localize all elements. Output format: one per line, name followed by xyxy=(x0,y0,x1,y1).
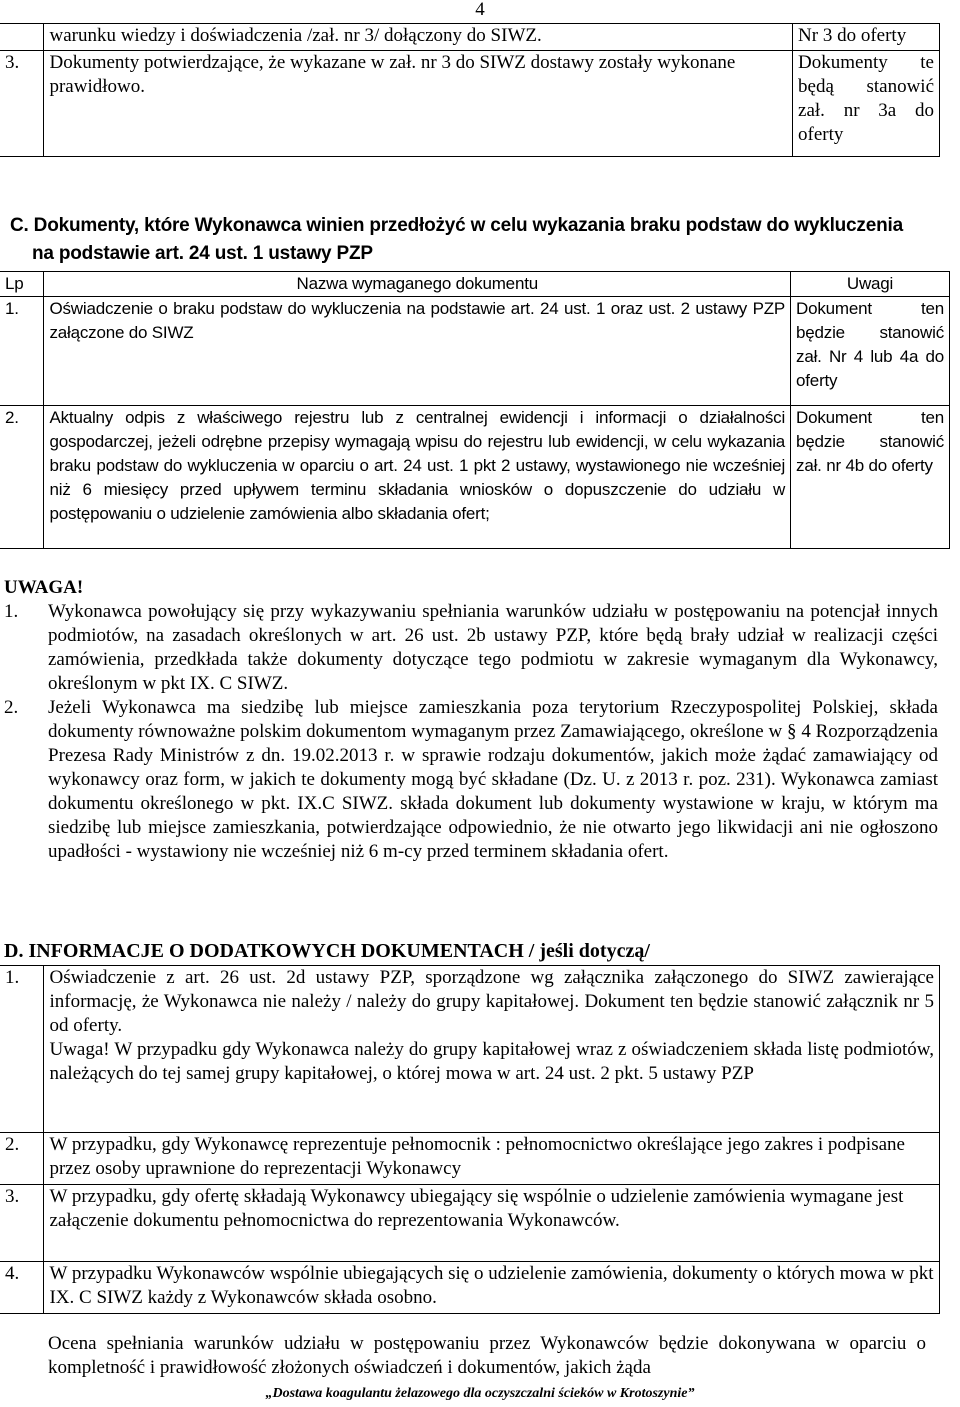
section-c-heading-text: C. Dokumenty, które Wykonawca winien przedłożyć w celu wykazania braku podstaw do wykluczenia na podstawie art. 24 ust. 1 ustawy PZP xyxy=(10,215,903,264)
table-row xyxy=(0,966,940,1133)
uwaga-heading: UWAGA! xyxy=(4,577,84,598)
table-row xyxy=(0,297,950,406)
table-row xyxy=(0,1133,940,1185)
list-number: 1. xyxy=(4,601,19,622)
cell-lp: 1. xyxy=(0,297,44,406)
cell-lp xyxy=(0,24,44,51)
list-item xyxy=(4,696,938,864)
cell-lp: 4. xyxy=(0,1262,44,1314)
list-text: Jeżeli Wykonawca ma siedzibę lub miejsce zamieszkania poza terytorium Rzeczypospolitej Polskiej, składa dokumenty równoważne polskim dokumentom wymaganym przez Zamawiającego, określone w § 4 Rozporządzenia Prezesa Rady Ministrów z dn. 19.02.2013 r. w sprawie rodzaju dokumentów, jakich może żądać zamawiający od wykonawcy oraz form, w jakich te dokumenty mogą być składane (Dz. U. z 2013 r. poz. 231). Wykonawca zamiast dokumentu określonego w pkt. IX.C SIWZ. składa dokument lub dokumenty wystawione w kraju, w którym ma siedzibę lub miejsce zamieszkania, potwierdzające odpowiednio, że nie otwarto jego likwidacji ani nie ogłoszono upadłości - wystawiony nie wcześniej niż 6 m-cy przed terminem składania ofert. xyxy=(48,697,938,862)
table-row xyxy=(0,24,940,51)
list-text: Wykonawca powołujący się przy wykazywaniu spełniania warunków udziału w postępowaniu na potencjał innych podmiotów, na zasadach określonych w art. 26 ust. 2b ustawy PZP, które będą brały udział w realizacji części zamówienia, przedkłada także dokumenty dotyczące tego podmiotu w zakresie wymaganym dla Wykonawcy, określonym w pkt IX. C SIWZ. xyxy=(48,601,938,694)
table-row xyxy=(0,1185,940,1262)
header-lp: Lp xyxy=(0,272,44,297)
table-section-d xyxy=(0,965,940,1314)
cell-note: Nr 3 do oferty xyxy=(793,24,940,51)
header-name: Nazwa wymaganego dokumentu xyxy=(44,272,791,297)
table-row xyxy=(0,1262,940,1314)
closing-paragraph: Ocena spełniania warunków udziału w postępowaniu przez Wykonawców będzie dokonywana w oparciu o kompletność i prawidłowość złożonych oświadczeń i dokumentów, jakich żąda xyxy=(48,1333,926,1378)
list-number: 2. xyxy=(4,697,19,718)
cell-text-main: Oświadczenie z art. 26 ust. 2d ustawy PZP, sporządzone wg załącznika załączonego do SIWZ zawierające informację, że Wykonawca nie należy / należy do grupy kapitałowej. Dokument ten będzie stanowić załącznik nr 5 od oferty. xyxy=(49,967,934,1036)
cell-text-note: Uwaga! W przypadku gdy Wykonawca należy do grupy kapitałowej wraz z oświadczeniem składa listę podmiotów, należących do tej samej grupy kapitałowej, o której mowa w art. 24 ust. 2 pkt. 5 ustawy PZP xyxy=(49,1039,934,1084)
cell-text: Aktualny odpis z właściwego rejestru lub z centralnej ewidencji i informacji o działalności gospodarczej, jeżeli odrębne przepisy wymagają wpisu do rejestru lub ewidencji, w celu wykazania braku podstaw do wykluczenia w oparciu o art. 24 ust. 1 pkt 2 ustawy, wystawionego nie wcześniej niż 6 miesięcy przed upływem terminu składania wniosków o dopuszczenie do udziału w postępowaniu o udzielenie zamówienia albo składania ofert; xyxy=(44,406,791,549)
cell-note: Dokumenty te będą stanowić zał. nr 3a do oferty xyxy=(793,51,940,157)
cell-lp: 3. xyxy=(0,1185,44,1262)
section-c-heading xyxy=(10,212,922,268)
cell-text xyxy=(44,966,940,1133)
list-item xyxy=(4,600,938,696)
header-remarks: Uwagi xyxy=(791,272,950,297)
page-footer: „Dostawa koagulantu żelazowego dla oczyszczalni ścieków w Krotoszynie” xyxy=(265,1386,695,1401)
table-row xyxy=(0,51,940,157)
cell-lp: 2. xyxy=(0,406,44,549)
cell-lp: 1. xyxy=(0,966,44,1133)
cell-text: W przypadku, gdy Wykonawcę reprezentuje pełnomocnik : pełnomocnictwo określające jego zakres i podpisane przez osoby uprawnione do reprezentacji Wykonawcy xyxy=(44,1133,940,1185)
page-number: 4 xyxy=(475,0,485,20)
section-d-heading: D. INFORMACJE O DODATKOWYCH DOKUMENTACH / jeśli dotyczą/ xyxy=(4,940,650,962)
cell-text: W przypadku, gdy ofertę składają Wykonawcy ubiegający się wspólnie o udzielenie zamówienia wymagane jest załączenie dokumentu pełnomocnictwa do reprezentowania Wykonawców. xyxy=(44,1185,940,1262)
cell-lp: 3. xyxy=(0,51,44,157)
cell-lp: 2. xyxy=(0,1133,44,1185)
cell-text: Dokumenty potwierdzające, że wykazane w zał. nr 3 do SIWZ dostawy zostały wykonane prawidłowo. xyxy=(44,51,793,157)
cell-text: W przypadku Wykonawców wspólnie ubiegających się o udzielenie zamówienia, dokumenty o których mowa w pkt IX. C SIWZ każdy z Wykonawców składa osobno. xyxy=(44,1262,940,1314)
cell-note: Dokument ten będzie stanowić zał. Nr 4 lub 4a do oferty xyxy=(791,297,950,406)
uwaga-list xyxy=(4,600,938,864)
cell-note: Dokument ten będzie stanowić zał. nr 4b do oferty xyxy=(791,406,950,549)
table-section-c xyxy=(0,271,950,549)
table-row xyxy=(0,406,950,549)
table-top xyxy=(0,23,940,157)
cell-text: warunku wiedzy i doświadczenia /zał. nr 3/ dołączony do SIWZ. xyxy=(44,24,793,51)
cell-text: Oświadczenie o braku podstaw do wykluczenia na podstawie art. 24 ust. 1 oraz ust. 2 ustawy PZP załączone do SIWZ xyxy=(44,297,791,406)
table-header-row xyxy=(0,272,950,297)
